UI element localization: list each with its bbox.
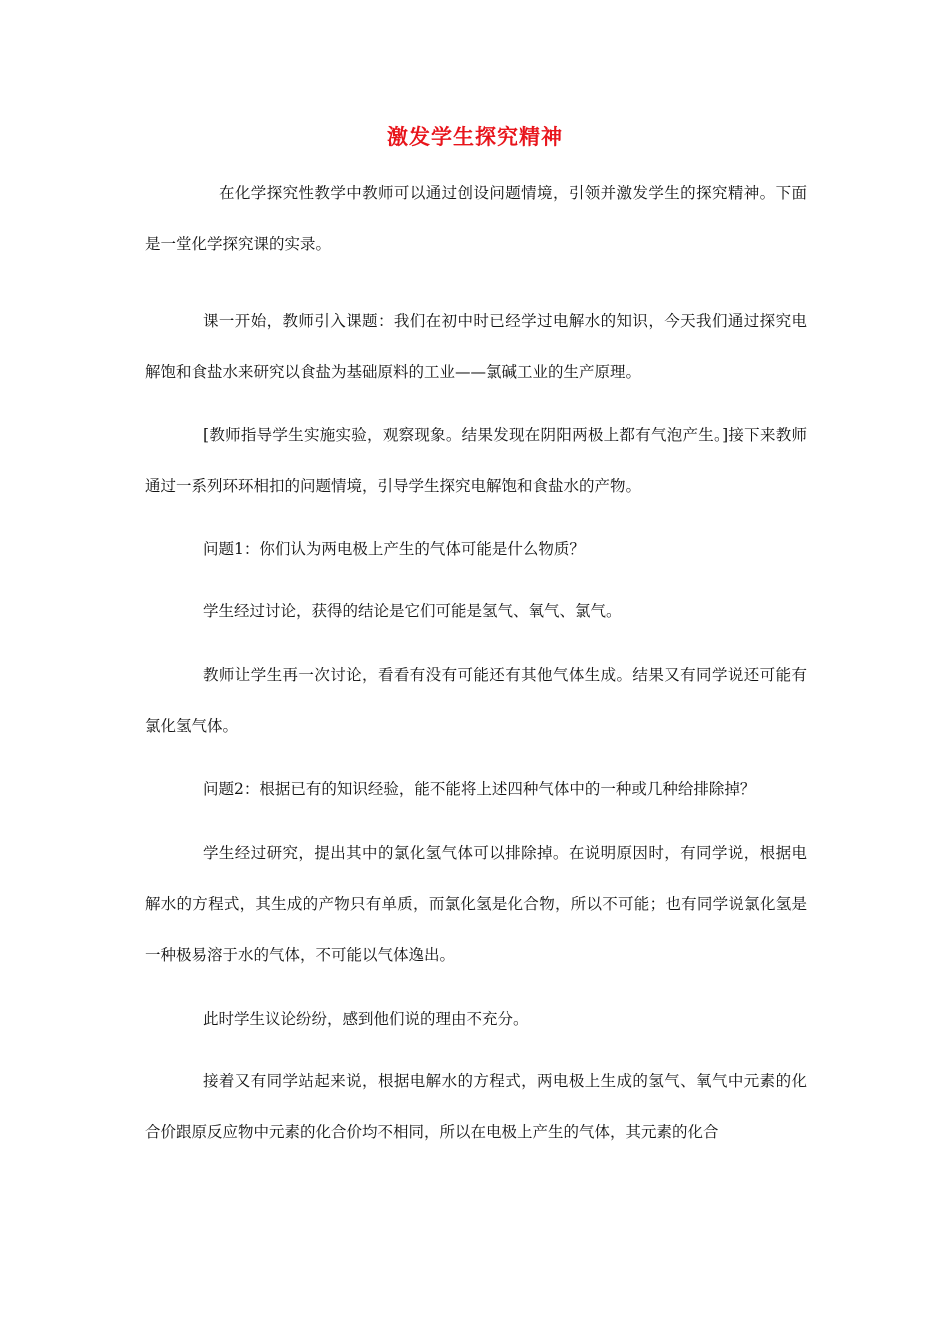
paragraph-1: 在化学探究性教学中教师可以通过创设问题情境，引领并激发学生的探究精神。下面是一堂化学探究课的实录。 xyxy=(145,184,807,253)
paragraph-10: 接着又有同学站起来说，根据电解水的方程式，两电极上生成的氢气、氧气中元素的化合价跟原反应物中元素的化合价均不相同，所以在电极上产生的气体，其元素的化合 xyxy=(145,1072,807,1141)
paragraph-4: 问题1：你们认为两电极上产生的气体可能是什么物质？ xyxy=(203,540,585,558)
paragraph-3: [教师指导学生实施实验，观察现象。结果发现在阴阳两极上都有气泡产生。]接下来教师通过一系列环环相扣的问题情境，引导学生探究电解饱和食盐水的产物。 xyxy=(145,426,807,495)
paragraph-2: 课一开始，教师引入课题：我们在初中时已经学过电解水的知识，今天我们通过探究电解饱和食盐水来研究以食盐为基础原料的工业——氯碱工业的生产原理。 xyxy=(145,312,807,381)
paragraph-6: 教师让学生再一次讨论，看看有没有可能还有其他气体生成。结果又有同学说还可能有氯化氢气体。 xyxy=(145,666,807,735)
paragraph-7: 问题2：根据已有的知识经验，能不能将上述四种气体中的一种或几种给排除掉？ xyxy=(203,780,756,798)
paragraph-5: 学生经过讨论，获得的结论是它们可能是氢气、氧气、氯气。 xyxy=(203,602,622,620)
paragraph-9: 此时学生议论纷纷，感到他们说的理由不充分。 xyxy=(203,1010,529,1028)
paragraph-8: 学生经过研究，提出其中的氯化氢气体可以排除掉。在说明原因时，有同学说，根据电解水的方程式，其生成的产物只有单质，而氯化氢是化合物，所以不可能；也有同学说氯化氢是一种极易溶于水的气体，不可能以气体逸出。 xyxy=(145,844,807,964)
document-title: 激发学生探究精神 xyxy=(387,125,563,149)
